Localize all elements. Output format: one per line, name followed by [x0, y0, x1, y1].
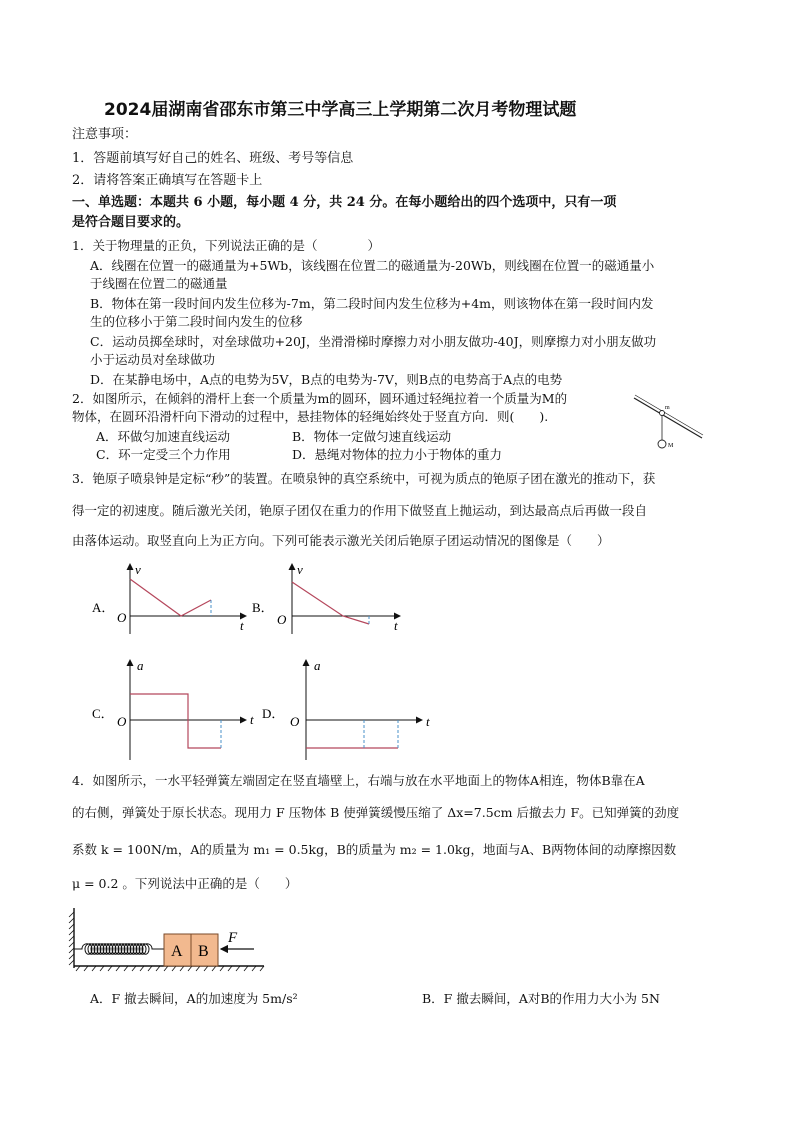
spring [74, 944, 164, 955]
question-2-stem-cont: 物体，在圆环沿滑杆向下滑动的过程中，悬挂物体的轻绳始终处于竖直方向．则( ). [72, 409, 549, 424]
question-2-stem: 2．如图所示，在倾斜的滑杆上套一个质量为m的圆环，圆环通过轻绳拉着一个质量为M的 [72, 391, 568, 406]
question-4-stem-cont: 的右侧，弹簧处于原长状态。现用力 F 压物体 B 使弹簧缓慢压缩了 Δx=7.5cm 后撤去力 F。已知弹簧的劲度 [72, 805, 680, 820]
q1-option-a-cont: 于线圈在位置二的磁通量 [90, 276, 228, 291]
notice-item: 1．答题前填写好自己的姓名、班级、考号等信息 [72, 151, 354, 166]
q1-option-a: A．线圈在位置一的磁通量为+5Wb，该线圈在位置二的磁通量为-20Wb，则线圈在位置一的磁通量小 [90, 258, 655, 273]
section-heading-cont: 是符合题目要求的。 [72, 215, 190, 230]
q1-option-c-cont: 小于运动员对垒球做功 [90, 352, 216, 367]
fig-mass-m-label: m [665, 405, 670, 411]
q1-option-b-cont: 生的位移小于第二段时间内发生的位移 [90, 314, 303, 329]
graph-c-origin: O [117, 714, 127, 729]
graph-a-curve [130, 579, 211, 616]
question-4-stem-cont: μ = 0.2 。下列说法中正确的是（ ） [72, 876, 298, 891]
graph-b-label: B． [252, 600, 274, 615]
question-3-stem: 3．铯原子喷泉钟是定标“秒”的装置。在喷泉钟的真空系统中，可视为质点的铯原子团在激光的推动下，获 [72, 471, 656, 486]
force-label: F [228, 930, 238, 946]
q2-option-a: A．环做匀加速直线运动 [96, 429, 231, 444]
graph-d-y-label: a [314, 658, 321, 673]
q1-option-d: D．在某静电场中，A点的电势为5V，B点的电势为-7V，则B点的电势高于A点的电势 [90, 372, 563, 387]
graph-b-y-label: v [297, 562, 303, 577]
graph-b-x-label: t [394, 618, 398, 633]
graph-d-label: D． [262, 706, 285, 721]
graph-c-y-label: a [137, 658, 144, 673]
graph-a-y-label: v [135, 562, 141, 577]
graph-a-x-label: t [240, 618, 244, 633]
q3-graph-a [88, 560, 260, 638]
graph-a-origin: O [117, 610, 127, 625]
graph-c-x-label: t [250, 712, 254, 727]
graph-c-label: C． [92, 706, 114, 721]
question-3-stem-cont: 由落体运动。取竖直向上为正方向。下列可能表示激光关闭后铯原子团运动情况的图像是（ ） [72, 533, 610, 548]
graph-d-x-label: t [426, 714, 430, 729]
question-4-stem-cont: 系数 k = 100N/m，A的质量为 m₁ = 0.5kg，B的质量为 m₂ = 1.0kg，地面与A、B两物体间的动摩擦因数 [72, 842, 677, 857]
notice-item: 2．请将答案正确填写在答题卡上 [72, 173, 263, 188]
q2-slide-rod-figure [632, 394, 706, 458]
q3-graph-c [88, 656, 260, 760]
fig-mass-M-label: M [668, 443, 674, 449]
block-b-label: B [198, 943, 209, 960]
page-title: 2024届湖南省邵东市第三中学高三上学期第二次月考物理试题 [104, 100, 577, 120]
q2-option-c: C．环一定受三个力作用 [96, 447, 231, 462]
q2-option-b: B．物体一定做匀速直线运动 [292, 429, 452, 444]
graph-a-label: A． [92, 600, 115, 615]
notice-heading: 注意事项： [72, 127, 138, 142]
q1-option-b: B．物体在第一段时间内发生位移为-7m，第二段时间内发生位移为+4m，则该物体在第一段时间内发 [90, 296, 654, 311]
section-heading: 一、单选题：本题共 6 小题，每小题 4 分，共 24 分。在每小题给出的四个选项中，只有一项 [72, 195, 617, 210]
block-a-label: A [171, 943, 183, 960]
q1-option-c: C．运动员掷垒球时，对垒球做功+20J，坐滑滑梯时摩擦力对小朋友做功-40J，则摩擦力对小朋友做功 [90, 334, 657, 349]
graph-d-origin: O [290, 714, 300, 729]
q3-graph-b [250, 560, 414, 638]
graph-c-curve [130, 694, 221, 748]
q4-spring-block-figure [68, 906, 272, 976]
graph-b-origin: O [277, 612, 287, 627]
q4-option-a: A．F 撤去瞬间，A的加速度为 5m/s² [90, 991, 298, 1006]
graph-b-curve [292, 582, 369, 624]
q3-graph-d [258, 656, 438, 760]
question-4-stem: 4．如图所示，一水平轻弹簧左端固定在竖直墙壁上，右端与放在水平地面上的物体A相连，物体B靠在A [72, 773, 645, 788]
question-3-stem-cont: 得一定的初速度。随后激光关闭，铯原子团仅在重力的作用下做竖直上抛运动，到达最高点后再做一段自 [72, 503, 648, 518]
q4-option-b: B．F 撤去瞬间，A对B的作用力大小为 5N [422, 991, 660, 1006]
q2-option-d: D．悬绳对物体的拉力小于物体的重力 [292, 447, 503, 462]
question-1-stem: 1．关于物理量的正负，下列说法正确的是（ ） [72, 238, 380, 253]
